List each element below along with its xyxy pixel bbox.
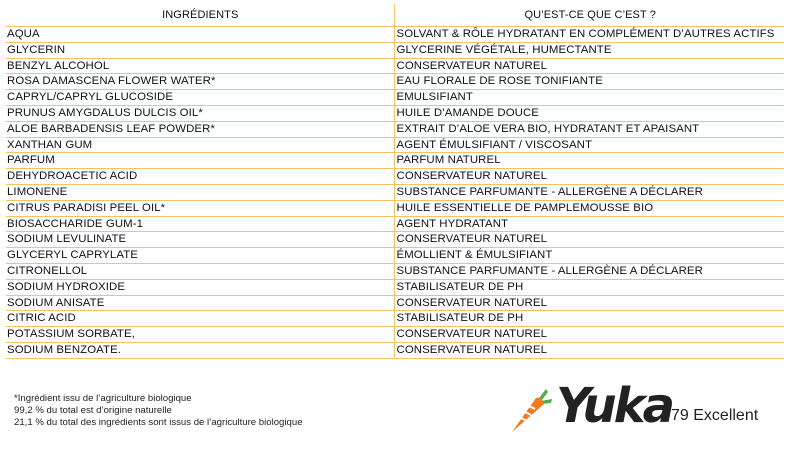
yuka-logo-text: Yuka: [556, 378, 672, 434]
footnotes: [14, 393, 303, 430]
ingredient-cell: ALOE BARBADENSIS LEAF POWDER*: [6, 121, 394, 137]
table-row: [6, 105, 784, 121]
description-cell: SUBSTANCE PARFUMANTE - ALLERGÈNE A DÉCLARER: [394, 263, 784, 279]
table-row: [6, 74, 784, 90]
description-cell: CONSERVATEUR NATUREL: [394, 58, 784, 74]
ingredient-cell: CAPRYL/CAPRYL GLUCOSIDE: [6, 90, 394, 106]
table-header-row: [6, 4, 784, 27]
description-cell: STABILISATEUR DE PH: [394, 279, 784, 295]
table-row: [6, 121, 784, 137]
table-row: [6, 90, 784, 106]
table-row: [6, 27, 784, 43]
header-ingredients: INGRÉDIENTS: [6, 4, 394, 27]
table-row: [6, 311, 784, 327]
table-row: [6, 295, 784, 311]
footnote-organic: *Ingrédient issu de l’agriculture biologique: [14, 393, 192, 404]
table-row: [6, 327, 784, 343]
table-row: [6, 216, 784, 232]
ingredient-cell: CITRUS PARADISI PEEL OIL*: [6, 200, 394, 216]
description-cell: EXTRAIT D’ALOE VERA BIO, HYDRATANT ET APAISANT: [394, 121, 784, 137]
description-cell: AGENT ÉMULSIFIANT / VISCOSANT: [394, 137, 784, 153]
ingredient-cell: GLYCERIN: [6, 42, 394, 58]
table-body: [6, 27, 784, 359]
carrot-icon: [506, 386, 554, 434]
description-cell: CONSERVATEUR NATUREL: [394, 169, 784, 185]
header-description: QU’EST-CE QUE C’EST ?: [394, 4, 784, 27]
description-cell: EMULSIFIANT: [394, 90, 784, 106]
description-cell: SUBSTANCE PARFUMANTE - ALLERGÈNE A DÉCLARER: [394, 184, 784, 200]
description-cell: HUILE ESSENTIELLE DE PAMPLEMOUSSE BIO: [394, 200, 784, 216]
table-row: [6, 342, 784, 358]
description-cell: SOLVANT & RÔLE HYDRATANT EN COMPLÉMENT D’AUTRES ACTIFS: [394, 27, 784, 43]
description-cell: EAU FLORALE DE ROSE TONIFIANTE: [394, 74, 784, 90]
ingredient-cell: SODIUM BENZOATE.: [6, 342, 394, 358]
table-row: [6, 58, 784, 74]
ingredient-cell: PRUNUS AMYGDALUS DULCIS OIL*: [6, 105, 394, 121]
ingredient-cell: LIMONENE: [6, 184, 394, 200]
description-cell: CONSERVATEUR NATUREL: [394, 342, 784, 358]
footnote-organic-share: 21,1 % du total des ingrédients sont issus de l’agriculture biologique: [14, 417, 303, 429]
ingredient-cell: POTASSIUM SORBATE,: [6, 327, 394, 343]
table-row: [6, 184, 784, 200]
ingredient-cell: BENZYL ALCOHOL: [6, 58, 394, 74]
table-row: [6, 200, 784, 216]
table-row: [6, 137, 784, 153]
table-row: [6, 42, 784, 58]
ingredient-cell: SODIUM ANISATE: [6, 295, 394, 311]
ingredients-table: [6, 4, 784, 359]
description-cell: STABILISATEUR DE PH: [394, 311, 784, 327]
ingredient-cell: SODIUM HYDROXIDE: [6, 279, 394, 295]
description-cell: PARFUM NATUREL: [394, 153, 784, 169]
yuka-branding: [506, 378, 776, 436]
description-cell: ÉMOLLIENT & ÉMULSIFIANT: [394, 248, 784, 264]
ingredients-table-container: [6, 4, 784, 359]
table-row: [6, 153, 784, 169]
table-row: [6, 232, 784, 248]
description-cell: GLYCERINE VÉGÉTALE, HUMECTANTE: [394, 42, 784, 58]
ingredient-cell: PARFUM: [6, 153, 394, 169]
ingredient-cell: SODIUM LEVULINATE: [6, 232, 394, 248]
description-cell: CONSERVATEUR NATUREL: [394, 295, 784, 311]
table-row: [6, 169, 784, 185]
ingredient-cell: ROSA DAMASCENA FLOWER WATER*: [6, 74, 394, 90]
ingredient-cell: BIOSACCHARIDE GUM-1: [6, 216, 394, 232]
description-cell: CONSERVATEUR NATUREL: [394, 327, 784, 343]
carrot-body-icon: [512, 398, 544, 432]
description-cell: AGENT HYDRATANT: [394, 216, 784, 232]
ingredient-cell: GLYCERYL CAPRYLATE: [6, 248, 394, 264]
ingredient-cell: XANTHAN GUM: [6, 137, 394, 153]
ingredient-cell: AQUA: [6, 27, 394, 43]
table-row: [6, 248, 784, 264]
footnote-natural-origin: 99,2 % du total est d’origine naturelle: [14, 405, 172, 417]
ingredient-cell: DEHYDROACETIC ACID: [6, 169, 394, 185]
description-cell: HUILE D’AMANDE DOUCE: [394, 105, 784, 121]
table-row: [6, 279, 784, 295]
ingredient-cell: CITRONELLOL: [6, 263, 394, 279]
table-row: [6, 263, 784, 279]
description-cell: CONSERVATEUR NATUREL: [394, 232, 784, 248]
product-score: 79 Excellent: [671, 407, 759, 424]
ingredient-cell: CITRIC ACID: [6, 311, 394, 327]
